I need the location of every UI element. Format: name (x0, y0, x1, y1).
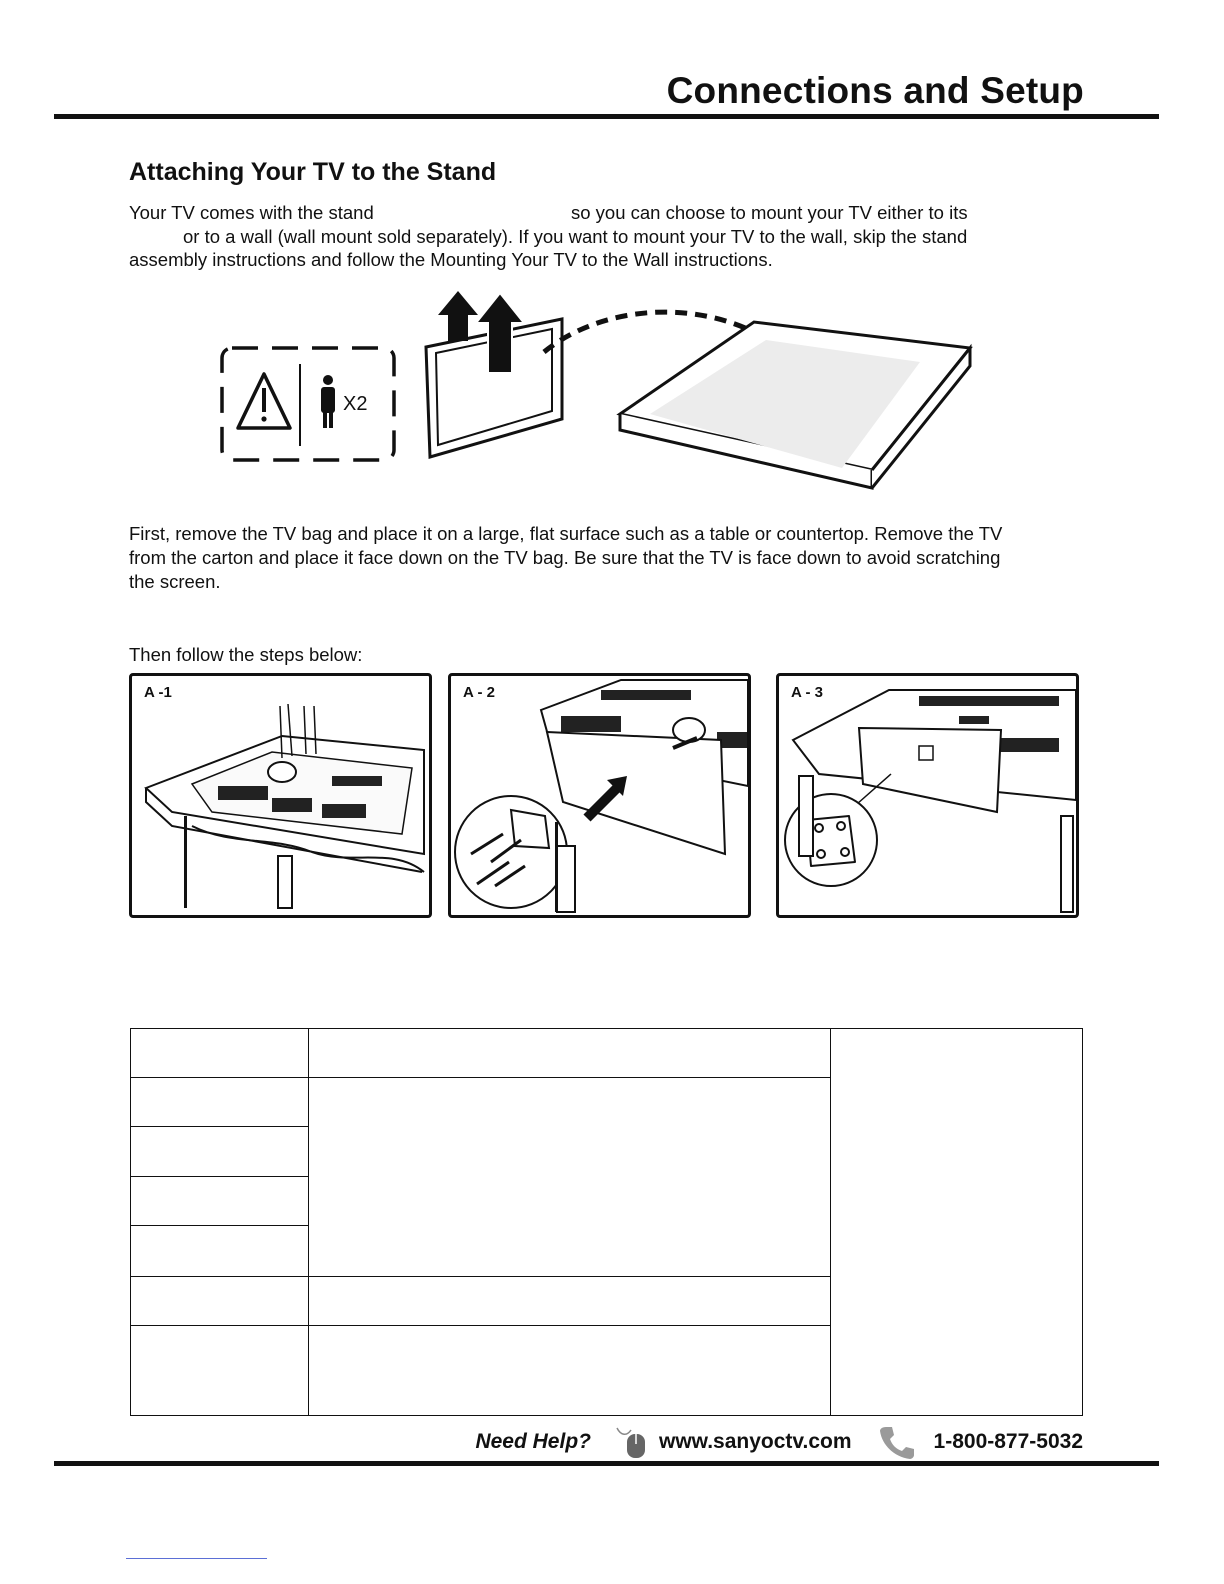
page-title: Connections and Setup (666, 70, 1084, 111)
table-surface (616, 318, 978, 496)
phone-icon (878, 1423, 916, 1461)
step-panel-a3 (776, 673, 1079, 918)
prep-line-1: First, remove the TV bag and place it on a large, flat surface such as a table or countertop. Remove the TV (129, 523, 1003, 544)
person-icon (321, 375, 335, 428)
warning-triangle-icon (238, 374, 290, 428)
step-panel-a1 (129, 673, 432, 918)
website-link[interactable]: www.sanyoctv.com (658, 1430, 852, 1453)
step-label: A -1 (144, 684, 172, 701)
prep-line-3: the screen. (129, 571, 221, 592)
step-a2-drawing (451, 676, 748, 915)
phone-number[interactable]: 1-800-877-5032 (933, 1430, 1083, 1453)
section-heading: Attaching Your TV to the Stand (129, 158, 497, 186)
step-label: A - 2 (463, 684, 495, 701)
page-underline-mark (126, 1558, 267, 1559)
spec-table (130, 1028, 1083, 1416)
step-a3-drawing (779, 676, 1076, 915)
mouse-icon (615, 1424, 649, 1460)
footer (475, 1424, 1083, 1460)
step-panel-a2 (448, 673, 751, 918)
caution-box (218, 344, 400, 466)
header-rule (54, 114, 1159, 119)
footer-rule (54, 1461, 1159, 1466)
step-label: A - 3 (791, 684, 823, 701)
people-count: X2 (343, 393, 368, 415)
prep-line-2: from the carton and place it face down on the TV bag. Be sure that the TV is face down to avoid scratching (129, 547, 1001, 568)
intro-line-1b: so you can choose to mount your TV either to its (571, 202, 968, 223)
intro-line-2: or to a wall (wall mount sold separately). If you want to mount your TV to the wall, skip the stand (183, 226, 968, 247)
intro-line-3: assembly instructions and follow the Mounting Your TV to the Wall instructions. (129, 249, 773, 270)
intro-line-1a: Your TV comes with the stand (129, 202, 374, 223)
steps-intro: Then follow the steps below: (129, 644, 363, 665)
need-help-label: Need Help? (475, 1430, 591, 1453)
step-a1-drawing (132, 676, 429, 915)
